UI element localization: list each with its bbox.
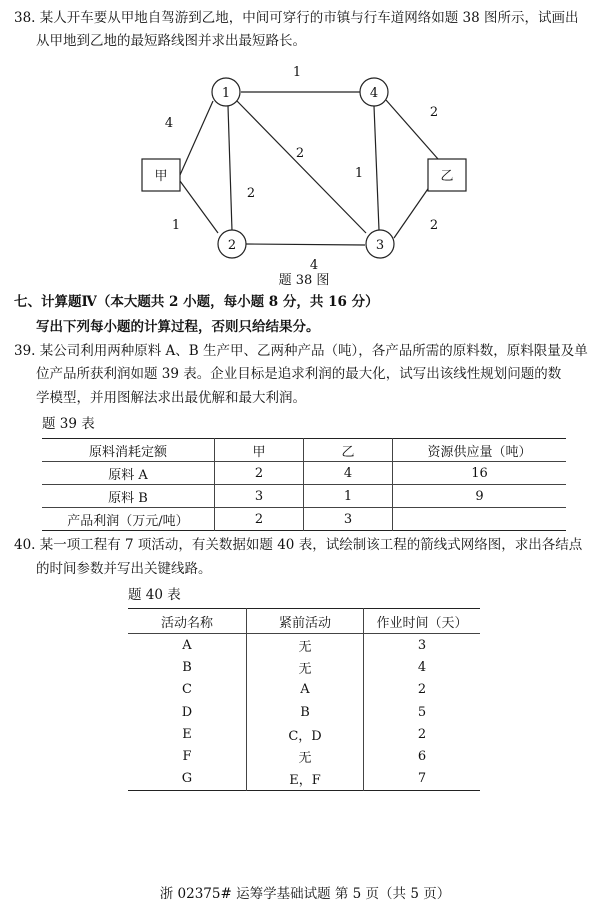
q39-text-line1: 39. 某公司利用两种原料 A、B 生产甲、乙两种产品（吨），各产品所需的原料数，原料限量及单	[14, 343, 588, 359]
table-cell: 2	[417, 726, 427, 742]
weight-1-3: 2	[295, 146, 305, 161]
section7-title: 七、计算题Ⅳ（本大题共 2 小题，每小题 8 分，共 16 分）	[14, 294, 379, 310]
table-cell: E	[128, 723, 247, 745]
table-row	[128, 679, 480, 701]
node-end-label: 乙	[440, 169, 454, 184]
node-1-label: 1	[221, 86, 231, 101]
table-row	[42, 462, 566, 485]
page-footer: 浙 02375# 运筹学基础试题 第 5 页（共 5 页）	[159, 886, 451, 902]
table-cell: F	[128, 745, 247, 767]
q39-text-line2: 位产品所获利润如题 39 表。企业目标是追求利润的最大化，试写出该线性规划问题的数	[36, 366, 562, 382]
edge-jia-1	[180, 101, 213, 175]
edge-4-3	[374, 106, 379, 230]
weight-4-yi: 2	[429, 105, 439, 120]
section7-instruction: 写出下列每小题的计算过程，否则只给结果分。	[36, 319, 320, 335]
table-cell: 7	[417, 771, 427, 787]
table-row	[128, 723, 480, 745]
table-cell: B	[247, 701, 364, 723]
table-cell: 1	[304, 485, 393, 508]
table-cell: 3	[417, 637, 427, 653]
table-cell: 2	[417, 682, 427, 698]
weight-jia-1: 4	[164, 116, 174, 131]
edge-3-yi	[394, 183, 432, 238]
table-cell: 无	[247, 656, 364, 678]
table-header-row	[128, 609, 480, 634]
weight-1-4: 1	[292, 65, 302, 80]
table-cell: 4	[417, 659, 427, 675]
table-cell: 无	[247, 634, 364, 657]
weight-4-3: 1	[354, 166, 364, 181]
node-3-label: 3	[375, 238, 385, 253]
table-cell: 5	[417, 704, 427, 720]
table-header-cell: 活动名称	[128, 609, 247, 634]
q40-text-line2: 的时间参数并写出关键线路。	[36, 561, 212, 577]
table-cell: 9	[393, 485, 567, 508]
node-2-label: 2	[227, 238, 237, 253]
q39-text-line3: 学模型，并用图解法求出最优解和最大利润。	[36, 390, 306, 406]
table-cell: 4	[304, 462, 393, 485]
table-cell	[393, 508, 567, 531]
node-4-label: 4	[369, 86, 379, 101]
table-cell: C，D	[247, 723, 364, 745]
table-header-cell: 原料消耗定额	[42, 439, 215, 462]
weight-1-2: 2	[246, 186, 256, 201]
table-cell: 原料 A	[42, 462, 215, 485]
table-cell: G	[128, 768, 247, 791]
table-cell: 产品利润（万元/吨）	[42, 508, 215, 531]
table-row	[42, 508, 566, 531]
table-row	[128, 656, 480, 678]
table-cell: 2	[215, 462, 304, 485]
q40-table	[128, 608, 480, 791]
edge-1-2	[228, 106, 232, 231]
edge-jia-2	[180, 181, 218, 233]
table-cell: 3	[215, 485, 304, 508]
q38-network-graph	[0, 55, 610, 287]
q39-table	[42, 438, 566, 531]
table-cell: 2	[215, 508, 304, 531]
table-cell: C	[128, 679, 247, 701]
table-header-cell: 资源供应量（吨）	[393, 439, 567, 462]
table-row	[128, 768, 480, 791]
table-cell: A	[247, 679, 364, 701]
q38-text-line1: 38. 某人开车要从甲地自驾游到乙地，中间可穿行的市镇与行车道网络如题 38 图所示，试画出	[14, 10, 579, 26]
table-header-row	[42, 439, 566, 462]
table-cell: A	[128, 634, 247, 657]
weight-3-yi: 2	[429, 218, 439, 233]
table-cell: 无	[247, 745, 364, 767]
table-header-cell: 甲	[215, 439, 304, 462]
table-cell: B	[128, 656, 247, 678]
node-start-label: 甲	[154, 169, 168, 184]
q38-text-line2: 从甲地到乙地的最短路线图并求出最短路长。	[36, 33, 306, 49]
table-cell: 16	[393, 462, 567, 485]
edge-1-3	[237, 101, 366, 233]
q40-table-label: 题 40 表	[128, 587, 181, 603]
weight-2-3: 4	[309, 258, 319, 273]
table-cell: 3	[304, 508, 393, 531]
table-row	[128, 701, 480, 723]
table-row	[42, 485, 566, 508]
q38-figure-caption: 题 38 图	[278, 273, 330, 287]
table-header-cell: 乙	[304, 439, 393, 462]
table-cell: 6	[417, 749, 427, 765]
weight-jia-2: 1	[171, 218, 181, 233]
table-header-cell: 作业时间（天）	[364, 609, 481, 634]
table-cell: D	[128, 701, 247, 723]
table-cell: 原料 B	[42, 485, 215, 508]
q39-table-label: 题 39 表	[42, 416, 95, 432]
table-row	[128, 634, 480, 657]
table-header-cell: 紧前活动	[247, 609, 364, 634]
table-row	[128, 745, 480, 767]
edge-2-3	[246, 244, 365, 245]
q40-text-line1: 40. 某一项工程有 7 项活动，有关数据如题 40 表，试绘制该工程的箭线式网络图，求出各结点	[14, 537, 583, 553]
table-cell: E，F	[247, 768, 364, 791]
